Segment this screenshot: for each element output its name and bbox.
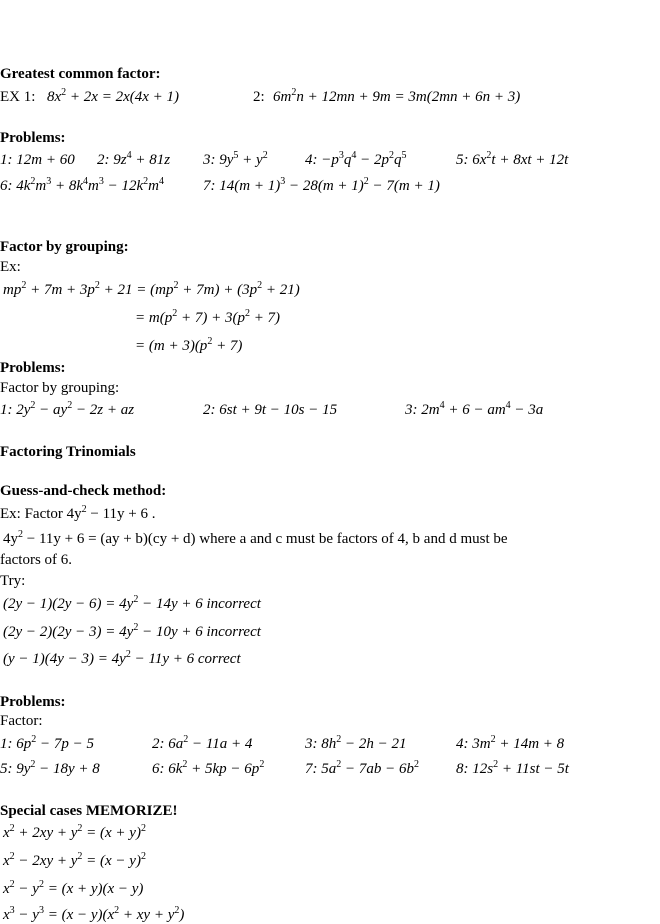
gcf-problem-2: 2: $9z^4 + 81z$ — [97, 150, 171, 168]
gcf-problem-4: 4: $-p^3q^4 - 2p^2q^5$ — [305, 150, 407, 168]
grouping-heading: Factor by grouping: — [0, 239, 129, 255]
gcf-problem-5: 5: $6x^2t + 8xt + 12t$ — [456, 150, 569, 168]
gcf-problem-6: 6: $4k^2m^3 + 8k^4m^3 - 12k^2m^4$ — [0, 176, 164, 194]
trinomial-problem-6: 6: $6k^2 + 5kp - 6p^2$ — [152, 759, 265, 777]
grouping-problem-3: 3: $2m^4 + 6 - am^4 - 3a$ — [405, 400, 544, 418]
gcf-example-2: $6m^2n + 12mn + 9m = 3m(2mn + 6n + 3)$ — [273, 87, 521, 105]
guess-check-try-label: Try: — [0, 573, 26, 589]
trinomial-problem-1: 1: $6p^2 - 7p - 5$ — [0, 734, 94, 752]
grouping-ex-label: Ex: — [0, 259, 21, 275]
trinomial-problem-5: 5: $9y^2 - 18y + 8$ — [0, 759, 100, 777]
trinomial-problem-7: 7: $5a^2 - 7ab - 6b^2$ — [305, 759, 419, 777]
gcf-ex-label: EX 1: — [0, 89, 36, 105]
special-cases-heading: Special cases MEMORIZE! — [0, 803, 178, 819]
gcf-example-1: $8x^2 + 2x = 2x(4x + 1)$ — [47, 87, 180, 105]
guess-check-try-2: $(2y - 2)(2y - 3) = 4y^2 - 10y + 6$ incorrect — [3, 622, 261, 640]
grouping-problem-2: 2: 6st + 9t − 10s − 15 — [203, 402, 338, 418]
trinomials-heading: Factoring Trinomials — [0, 444, 136, 460]
grouping-problems-heading: Problems: — [0, 360, 66, 376]
special-case-3: $x^2 - y^2 = (x + y)(x - y)$ — [3, 879, 144, 897]
guess-check-example: Ex: Factor $4y^2 - 11y + 6$ . — [0, 504, 156, 522]
gcf-problem-7: 7: $14(m + 1)^3 - 28(m + 1)^2 - 7(m + 1)$ — [203, 176, 440, 194]
trinomial-problem-2: 2: $6a^2 - 11a + 4$ — [152, 734, 253, 752]
special-case-2: $x^2 - 2xy + y^2 = (x - y)^2$ — [3, 851, 146, 869]
gcf-problems-heading: Problems: — [0, 130, 66, 146]
grouping-problem-1: 1: $2y^2 - ay^2 - 2z$ + az — [0, 400, 135, 418]
guess-check-problems-heading: Problems: — [0, 694, 66, 710]
grouping-problems-intro: Factor by grouping: — [0, 380, 120, 396]
gcf-problem-3: 3: $9y^5 + y^2$ — [203, 150, 268, 168]
gcf-heading: Greatest common factor: — [0, 66, 161, 82]
trinomial-problem-8: 8: $12s^2 + 11st - 5t$ — [456, 759, 569, 777]
grouping-step-2: = $m(p^2 + 7) + 3(p^2 + 7)$ — [135, 308, 281, 326]
gcf-ex2-label: 2: — [253, 89, 265, 105]
special-case-4: $x^3 - y^3 = (x - y)(x^2$ + xy + $y^2$) — [3, 905, 185, 923]
guess-check-problems-intro: Factor: — [0, 713, 43, 729]
guess-check-heading: Guess-and-check method: — [0, 483, 167, 499]
grouping-step-3: = $(m + 3)(p^2 + 7)$ — [135, 336, 243, 354]
guess-check-setup-cont: factors of 6. — [0, 552, 73, 568]
gcf-problem-1: 1: 12m + 60 — [0, 152, 75, 168]
guess-check-try-1: $(2y - 1)(2y - 6) = 4y^2 - 14y + 6$ incorrect — [3, 594, 261, 612]
guess-check-try-3: $(y - 1)(4y - 3) = 4y^2 - 11y + 6$ correct — [3, 649, 241, 667]
grouping-step-1: $mp^2 + 7m + 3p^2 + 21 = (mp^2 + 7m) + (3p^2 + 21)$ — [3, 280, 300, 298]
special-case-1: $x^2 + 2xy + y^2 = (x + y)^2$ — [3, 823, 146, 841]
trinomial-problem-4: 4: $3m^2 + 14m + 8$ — [456, 734, 565, 752]
guess-check-setup: $4y^2 - 11y + 6 = (ay + b)(cy + d)$ where a and c must be factors of 4, b and d must be — [3, 529, 508, 547]
trinomial-problem-3: 3: $8h^2 - 2h - 21$ — [305, 734, 407, 752]
